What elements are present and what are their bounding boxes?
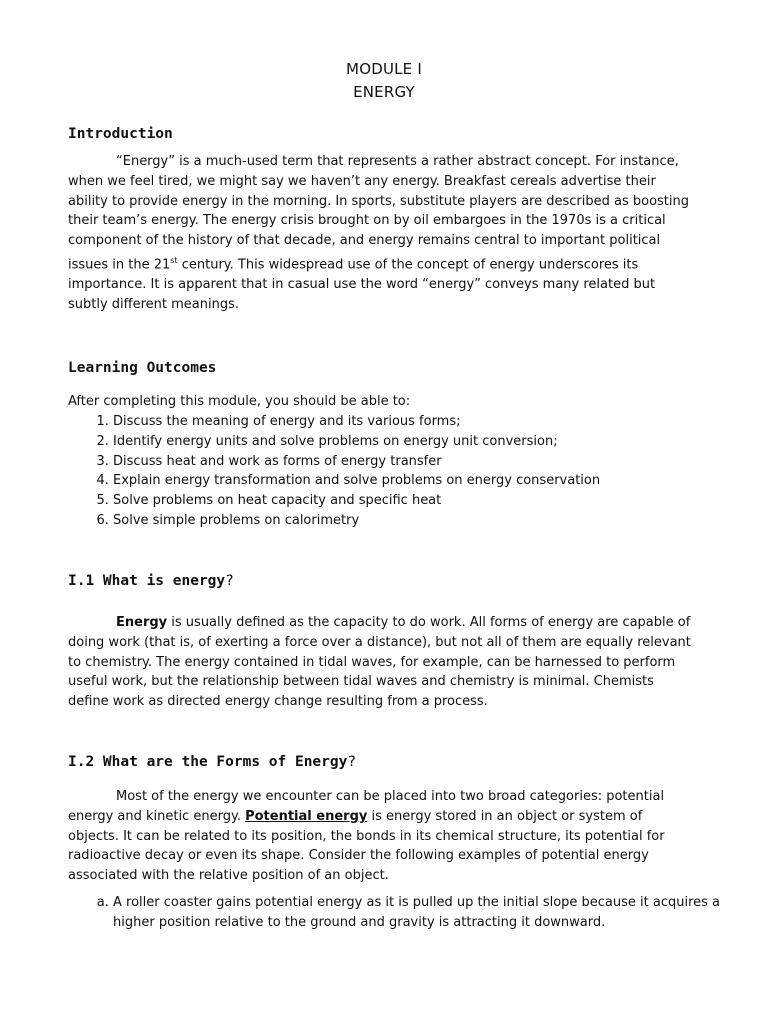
list-item: 3. Discuss heat and work as forms of energy transfer [113, 452, 600, 472]
section-1-heading-mark: ? [225, 573, 234, 589]
section-2-heading [68, 754, 356, 770]
energy-term: Energy [116, 615, 168, 630]
module-title: ENERGY [353, 83, 415, 101]
intro-paragraph [68, 152, 696, 315]
section-1-heading [68, 573, 234, 589]
section-1-text: is usually defined as the capacity to do work. All forms of energy are capable of doing work (that is, of exerting a force over a distance), but not all of them are equally relevant to chemistry. The energy contained in tidal waves, for example, can be harnessed to perform useful work, but the relationship between tidal waves and chemistry is minimal. Chemists define work as directed energy change resulting from a process. [68, 615, 691, 710]
section-2-heading-mark: ? [347, 754, 357, 770]
list-item: 4. Explain energy transformation and solve problems on energy conservation [113, 471, 600, 491]
section-1-heading-text: I.1 What is energy [68, 573, 226, 589]
list-item: a. A roller coaster gains potential energy as it is pulled up the initial slope because it acquires a higher position relative to the ground and gravity is attracting it downward. [113, 893, 737, 933]
potential-energy-term: Potential energy [245, 808, 368, 824]
list-item: 2. Identify energy units and solve problems on energy unit conversion; [113, 432, 600, 452]
outcomes-lead: After completing this module, you should be able to: [68, 394, 411, 409]
section-2-text-b: is energy stored in an object or system of objects. It can be related to its position, the bonds in its chemical structure, its potential for radioactive decay or even its shape. Consider the following examples of potential energy associated with the relative position of an object. [68, 808, 665, 884]
section-2-text-a: Most of the energy we encounter can be placed into two broad categories: potential energy and kinetic energy. [68, 789, 665, 824]
learning-outcomes-heading: Learning Outcomes [68, 360, 217, 376]
list-item: 6. Solve simple problems on calorimetry [113, 511, 600, 531]
intro-text-b: century. This widespread use of the concept of energy underscores its importance. It is apparent that in casual use the word “energy” conveys many related but subtly different meanings. [68, 257, 656, 312]
section-2-heading-text: I.2 What are the Forms of Energy [68, 754, 348, 770]
list-item: 5. Solve problems on heat capacity and specific heat [113, 491, 600, 511]
module-number: MODULE I [346, 60, 422, 78]
section-2-paragraph [68, 787, 696, 886]
examples-list [68, 893, 737, 933]
intro-superscript: st [170, 255, 178, 265]
outcomes-list [68, 412, 600, 531]
section-1-paragraph [68, 613, 696, 712]
list-item: 1. Discuss the meaning of energy and its various forms; [113, 412, 600, 432]
intro-heading: Introduction [68, 126, 173, 142]
intro-text-a: “Energy” is a much-used term that represents a rather abstract concept. For instance, when we feel tired, we might say we haven’t any energy. Breakfast cereals advertise their ability to provide energy in the morning. In sports, substitute players are described as boosting their team’s energy. The energy crisis brought on by oil embargoes in the 1970s is a critical component of the history of that decade, and energy remains central to important political issues in the 21 [68, 154, 689, 273]
